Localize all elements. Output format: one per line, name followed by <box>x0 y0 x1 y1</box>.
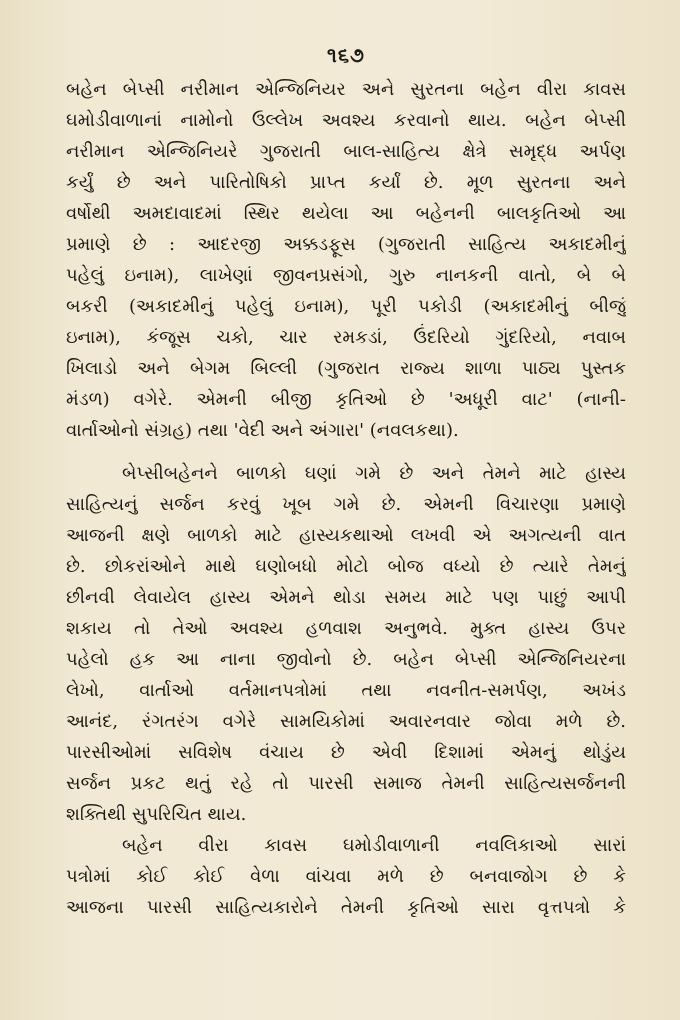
text-line: બહેન વીરા કાવસ ઘમોડીવાળાની નવલિકાઓ સારાં <box>122 835 626 856</box>
text-line: પહેલો હક આ નાના જીવોનો છે. બહેન બેપ્સી એન્જિનિયરના <box>66 649 626 670</box>
text-line: છે. છોકરાંઓને માથે ઘણોબધો મોટો બોજ વધ્યો છે ત્યારે તેમનું <box>66 556 626 577</box>
text-line: બહેન બેપ્સી નરીમાન એન્જિનિયર અને સુરતના બહેન વીરા કાવસ <box>66 79 626 100</box>
text-line: આનંદ, રંગતરંગ વગેરે સામયિકોમાં અવારનવાર જોવા મળે છે. <box>66 711 626 732</box>
text-line: આજની ક્ષણે બાળકો માટે હાસ્યકથાઓ લખવી એ અગત્યની વાત <box>66 525 626 546</box>
text-line: નરીમાન એન્જિનિયરે ગુજરાતી બાલ-સાહિત્ય ક્ષેત્રે સમૃદ્ધ અર્પણ <box>66 141 626 162</box>
text-line: પહેલું ઇનામ), લાખેણાં જીવનપ્રસંગો, ગુરુ નાનકની વાતો, બે બે <box>66 265 626 286</box>
text-line: લેખો, વાર્તાઓ વર્તમાનપત્રોમાં તથા નવનીત-સમર્પણ, અખંડ <box>66 680 626 701</box>
text-line: વર્ષોથી અમદાવાદમાં સ્થિર થયેલા આ બહેનની બાલકૃતિઓ આ <box>66 203 626 224</box>
text-line: બેપ્સીબહેનને બાળકો ઘણાં ગમે છે અને તેમને માટે હાસ્ય <box>122 463 626 484</box>
text-line: ઇનામ), કંજૂસ ચકો, ચાર રમકડાં, ઉંદરિયો ગુંદરિયો, નવાબ <box>66 327 626 348</box>
text-line: પત્રોમાં કોઈ કોઈ વેળા વાંચવા મળે છે બનવાજોગ છે કે <box>66 866 626 887</box>
text-line: બકરી (અકાદમીનું પહેલું ઇનામ), પૂરી પકોડી (અકાદમીનું બીજું <box>66 296 626 317</box>
text-line: શકાય તો તેઓ અવશ્ય હળવાશ અનુભવે. મુક્ત હાસ્ય ઉપર <box>66 618 626 639</box>
text-line: સાહિત્યનું સર્જન કરવું ખૂબ ગમે છે. એમની વિચારણા પ્રમાણે <box>66 494 626 515</box>
text-line: મંડળ) વગેરે. એમની બીજી કૃતિઓ છે 'અધૂરી વાટ' (નાની- <box>66 389 626 410</box>
text-line: પ્રમાણે છે : આદરજી અક્કડફૂસ (ગુજરાતી સાહિત્ય અકાદમીનું <box>66 234 626 255</box>
text-line: ખિલાડો અને બેગમ બિલ્લી (ગુજરાત રાજ્ય શાળા પાઠ્ય પુસ્તક <box>66 358 626 379</box>
text-line: ઘમોડીવાળાનાં નામોનો ઉલ્લેખ અવશ્ય કરવાનો થાય. બહેન બેપ્સી <box>66 110 626 131</box>
paragraph-1 <box>66 74 626 446</box>
paragraph-2 <box>66 458 626 830</box>
text-line: સર્જન પ્રકટ થતું રહે તો પારસી સમાજ તેમની સાહિત્યસર્જનની <box>66 773 626 794</box>
text-line: આજના પારસી સાહિત્યકારોને તેમની કૃતિઓ સારા વૃત્તપત્રો કે <box>66 897 626 918</box>
paragraph-3 <box>66 830 626 923</box>
text-line: કર્યું છે અને પારિતોષિકો પ્રાપ્ત કર્યાં છે. મૂળ સુરતના અને <box>66 172 626 193</box>
text-line: છીનવી લેવાયેલ હાસ્ય એમને થોડા સમય માટે પણ પાછું આપી <box>66 587 626 608</box>
text-line: વાર્તાઓનો સંગ્રહ) તથા 'વેદી અને અંગારા' (નવલકથા). <box>66 420 459 441</box>
page-number: ૧૬૭ <box>327 43 365 67</box>
text-line: પારસીઓમાં સવિશેષ વંચાય છે એવી દિશામાં એમનું થોડુંય <box>66 742 626 763</box>
text-line: શક્તિથી સુપરિચિત થાય. <box>66 804 247 825</box>
